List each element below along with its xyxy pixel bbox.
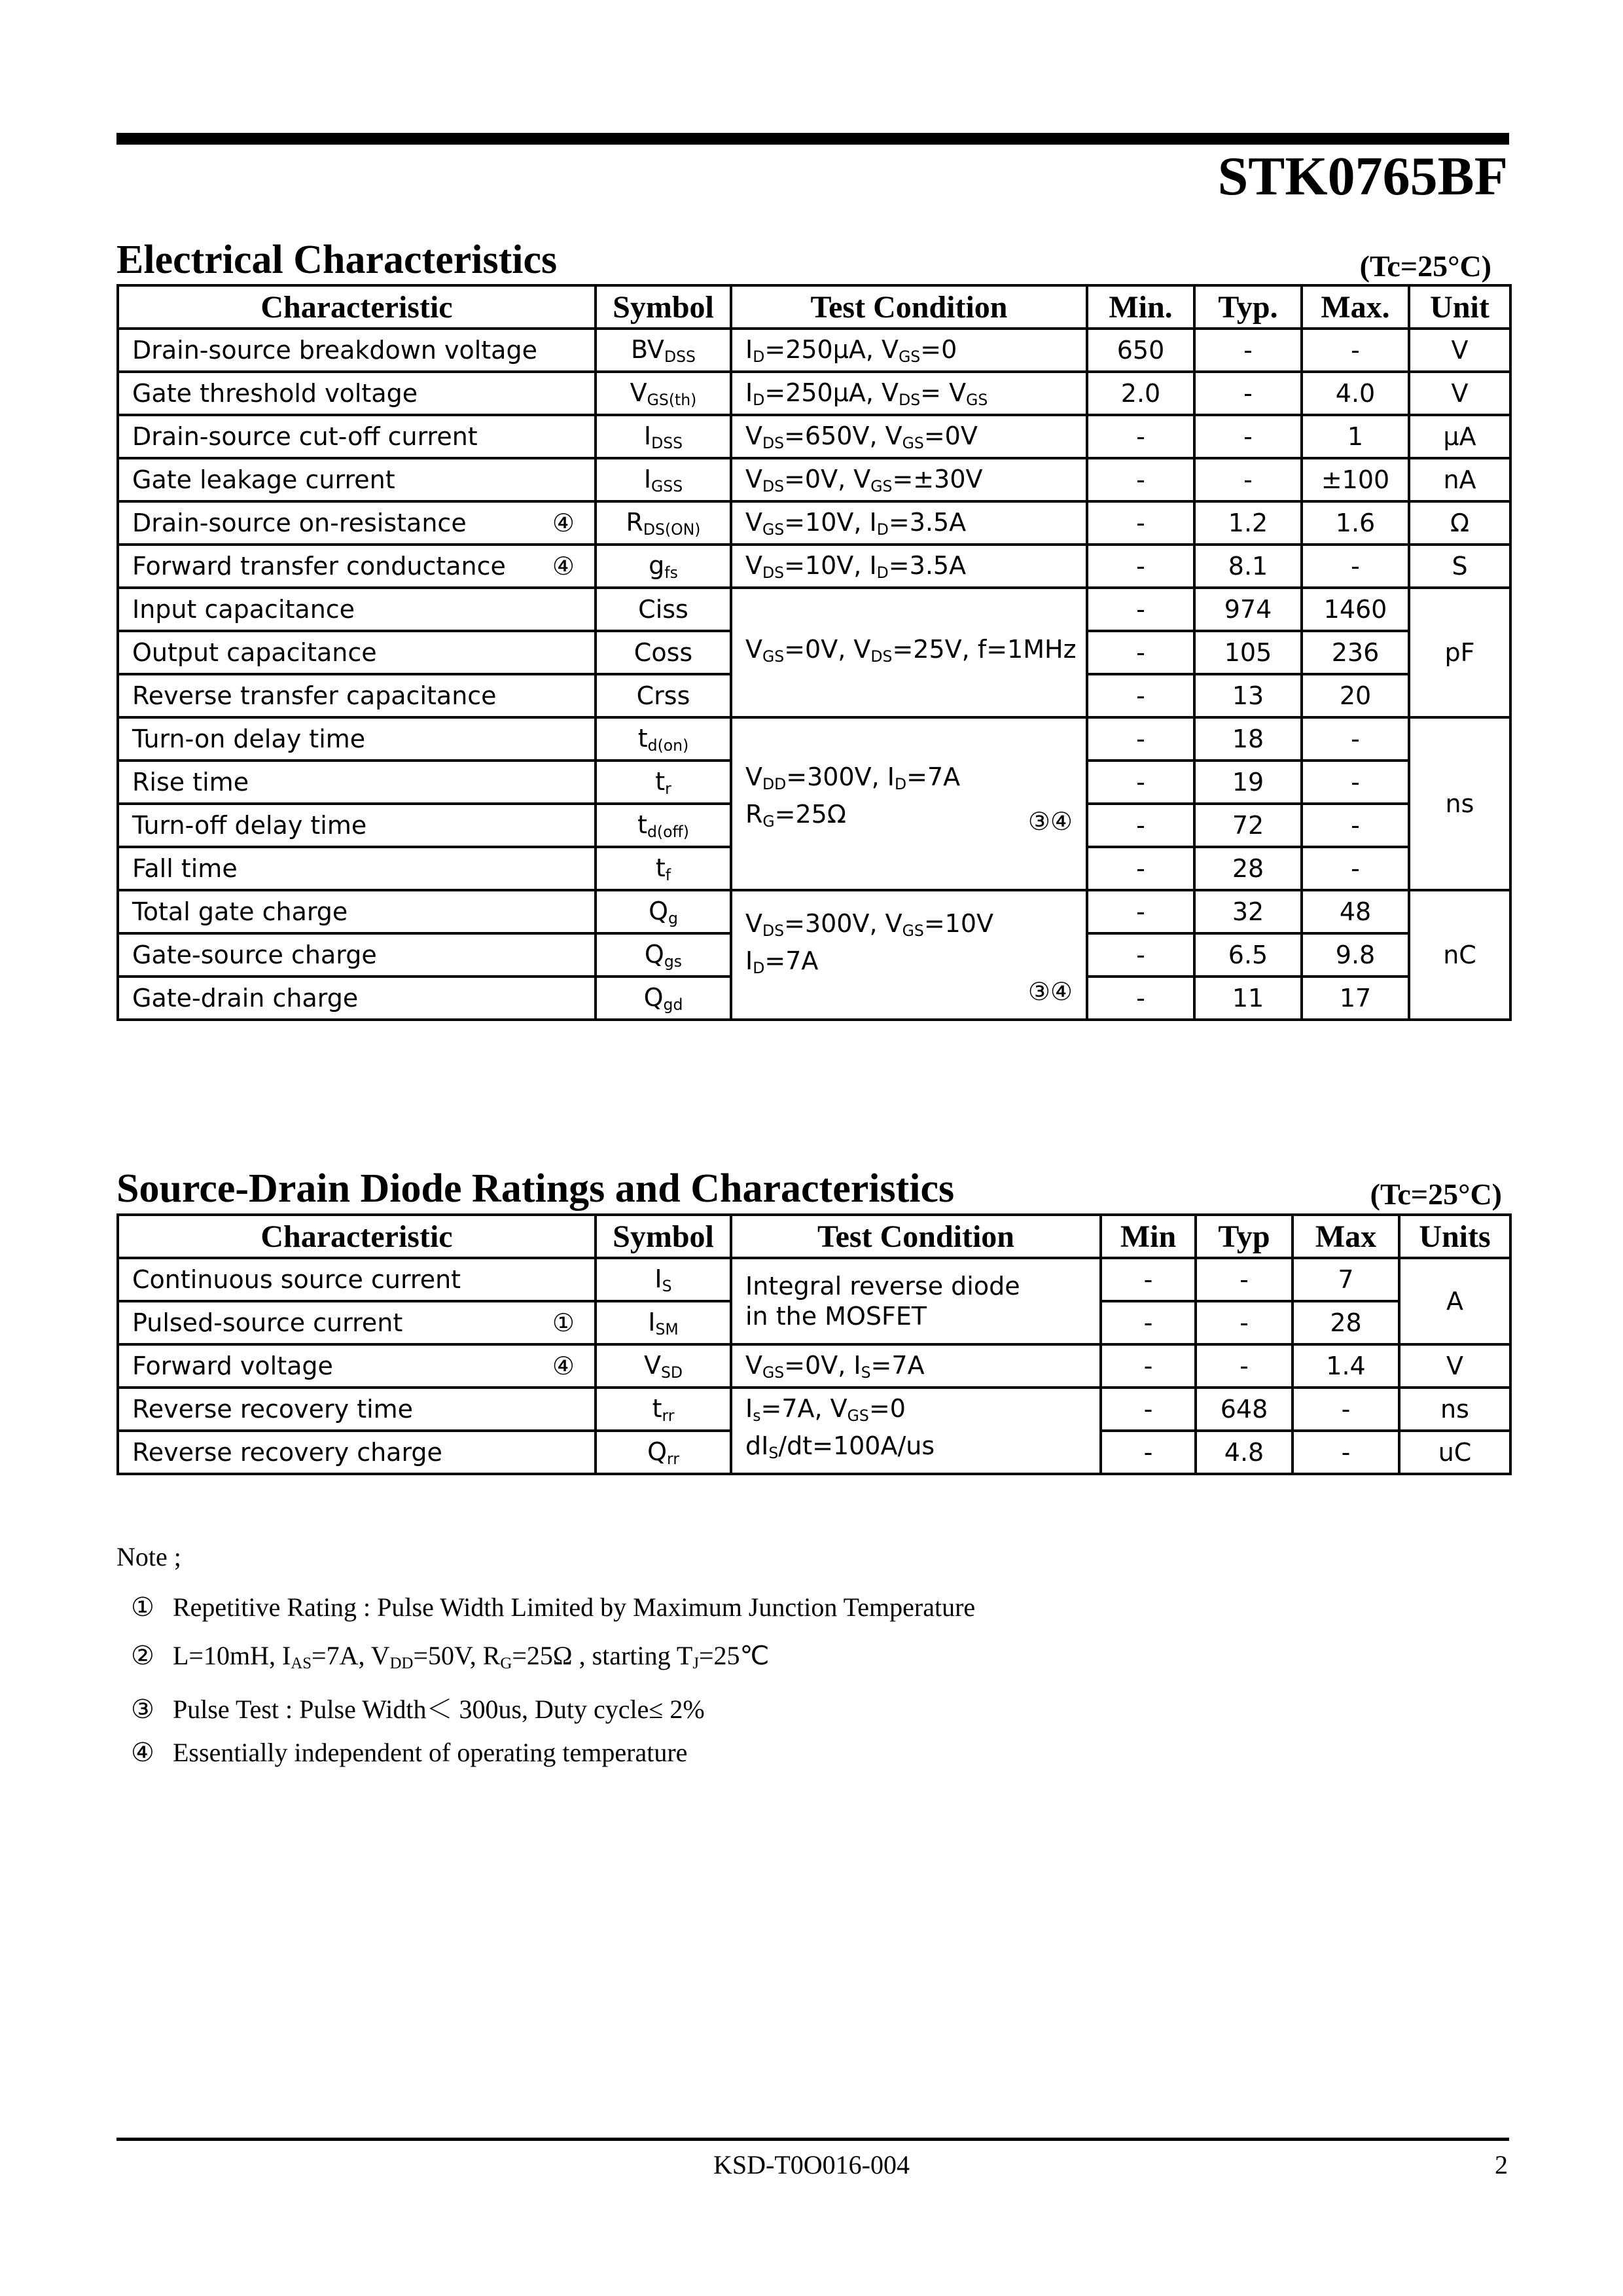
condition-cell: $V_{DS}=300V$, $V_{GS}=10V$ $I_D=7A$ ③④ bbox=[731, 890, 1087, 1020]
notes-title: Note ; bbox=[116, 1542, 181, 1571]
max-cell: 1 bbox=[1302, 415, 1409, 458]
symbol-cell: $t_{d(on)}$ bbox=[596, 717, 731, 761]
typ-cell: 6.5 bbox=[1194, 933, 1302, 977]
symbol-cell: $BV_{DSS}$ bbox=[596, 329, 731, 372]
symbol-cell: $I_{DSS}$ bbox=[596, 415, 731, 458]
max-cell: 20 bbox=[1302, 674, 1409, 717]
typ-cell: 648 bbox=[1196, 1388, 1293, 1431]
table-row bbox=[118, 545, 1510, 588]
char-cell: Gate leakage current bbox=[118, 458, 596, 501]
table-row bbox=[118, 588, 1510, 631]
min-cell: - bbox=[1087, 890, 1194, 933]
unit-cell: Ω bbox=[1409, 501, 1510, 545]
note-3: ③ Pulse Test : Pulse Width＜ 300us, Duty cycle≤ 2% bbox=[131, 1695, 705, 1724]
symbol-cell: $t_r$ bbox=[596, 761, 731, 804]
min-cell: - bbox=[1087, 545, 1194, 588]
symbol-cell: Crss bbox=[596, 674, 731, 717]
symbol-cell: $t_{d(off)}$ bbox=[596, 804, 731, 847]
min-cell: - bbox=[1087, 717, 1194, 761]
min-cell: - bbox=[1101, 1388, 1196, 1431]
min-cell: - bbox=[1087, 847, 1194, 890]
symbol-cell: $Q_{gd}$ bbox=[596, 977, 731, 1020]
typ-cell: - bbox=[1194, 415, 1302, 458]
max-cell: - bbox=[1293, 1388, 1399, 1431]
char-cell: Gate-drain charge bbox=[118, 977, 596, 1020]
char-cell: Total gate charge bbox=[118, 890, 596, 933]
symbol-cell: $V_{GS(th)}$ bbox=[596, 372, 731, 415]
typ-cell: - bbox=[1196, 1344, 1293, 1388]
condition-cell: $I_D=250\mu A$, $V_{DS}= V_{GS}$ bbox=[731, 372, 1087, 415]
symbol-cell: Coss bbox=[596, 631, 731, 674]
note-marker: ④ bbox=[552, 552, 575, 581]
min-cell: - bbox=[1087, 458, 1194, 501]
diode-temp: (Tc=25°C) bbox=[1370, 1177, 1502, 1211]
note-marker: ④ bbox=[552, 509, 575, 537]
condition-cell: $V_{GS}=0V$, $V_{DS}=25V$, f=1MHz bbox=[731, 588, 1087, 717]
min-cell: - bbox=[1101, 1258, 1196, 1301]
char-cell: Reverse transfer capacitance bbox=[118, 674, 596, 717]
unit-cell: V bbox=[1409, 372, 1510, 415]
min-cell: - bbox=[1101, 1301, 1196, 1344]
table-row bbox=[118, 458, 1510, 501]
condition-cell: $V_{GS}=0V$, $I_S=7A$ bbox=[731, 1344, 1101, 1388]
unit-cell: nA bbox=[1409, 458, 1510, 501]
min-cell: - bbox=[1087, 631, 1194, 674]
condition-cell: $I_s=7A$, $V_{GS}=0$ $dI_S/dt=100A/us$ bbox=[731, 1388, 1101, 1474]
char-cell: Input capacitance bbox=[118, 588, 596, 631]
min-cell: - bbox=[1087, 977, 1194, 1020]
max-cell: ±100 bbox=[1302, 458, 1409, 501]
char-cell: Reverse recovery charge bbox=[118, 1431, 596, 1474]
typ-cell: - bbox=[1194, 372, 1302, 415]
char-cell: Gate threshold voltage bbox=[118, 372, 596, 415]
condition-cell: $V_{GS}=10V$, $I_D=3.5A$ bbox=[731, 501, 1087, 545]
table-row bbox=[118, 890, 1510, 933]
table-row bbox=[118, 1258, 1510, 1301]
note-marker: ④ bbox=[552, 1352, 575, 1380]
typ-cell: - bbox=[1194, 329, 1302, 372]
min-cell: - bbox=[1087, 501, 1194, 545]
table-header-row bbox=[118, 1215, 1510, 1258]
header-characteristic: Characteristic bbox=[118, 1215, 596, 1258]
symbol-cell: Ciss bbox=[596, 588, 731, 631]
header-symbol: Symbol bbox=[596, 285, 731, 329]
symbol-cell: $I_S$ bbox=[596, 1258, 731, 1301]
max-cell: - bbox=[1302, 717, 1409, 761]
char-cell: Reverse recovery time bbox=[118, 1388, 596, 1431]
char-cell: Turn-off delay time bbox=[118, 804, 596, 847]
char-cell: Turn-on delay time bbox=[118, 717, 596, 761]
unit-cell: pF bbox=[1409, 588, 1510, 717]
max-cell: 9.8 bbox=[1302, 933, 1409, 977]
header-min: Min. bbox=[1087, 285, 1194, 329]
symbol-cell: $Q_{rr}$ bbox=[596, 1431, 731, 1474]
diode-title: Source-Drain Diode Ratings and Characteristics bbox=[116, 1166, 955, 1211]
char-cell: Drain-source on-resistance ④ bbox=[118, 501, 596, 545]
note-2: ② L=10mH, $I_{AS}=7A$, $V_{DD}=50V$, $R_G=25\Omega$ , starting $T_J=25℃$ bbox=[131, 1641, 770, 1673]
electrical-table bbox=[116, 284, 1512, 1021]
table-row bbox=[118, 372, 1510, 415]
max-cell: - bbox=[1302, 847, 1409, 890]
table-row bbox=[118, 717, 1510, 761]
typ-cell: - bbox=[1196, 1258, 1293, 1301]
max-cell: - bbox=[1302, 329, 1409, 372]
header-typ: Typ bbox=[1196, 1215, 1293, 1258]
table-row bbox=[118, 1388, 1510, 1431]
typ-cell: 11 bbox=[1194, 977, 1302, 1020]
max-cell: 17 bbox=[1302, 977, 1409, 1020]
char-cell: Drain-source cut-off current bbox=[118, 415, 596, 458]
header-max: Max. bbox=[1302, 285, 1409, 329]
condition-cell: $V_{DS}=650V$, $V_{GS}=0V$ bbox=[731, 415, 1087, 458]
unit-cell: A bbox=[1399, 1258, 1510, 1344]
char-cell: Forward transfer conductance ④ bbox=[118, 545, 596, 588]
unit-cell: V bbox=[1399, 1344, 1510, 1388]
typ-cell: 19 bbox=[1194, 761, 1302, 804]
header-characteristic: Characteristic bbox=[118, 285, 596, 329]
char-cell: Drain-source breakdown voltage bbox=[118, 329, 596, 372]
char-cell: Gate-source charge bbox=[118, 933, 596, 977]
min-cell: - bbox=[1087, 933, 1194, 977]
symbol-cell: $g_{fs}$ bbox=[596, 545, 731, 588]
typ-cell: 4.8 bbox=[1196, 1431, 1293, 1474]
char-cell: Continuous source current bbox=[118, 1258, 596, 1301]
header-symbol: Symbol bbox=[596, 1215, 731, 1258]
symbol-cell: $Q_{gs}$ bbox=[596, 933, 731, 977]
condition-cell: $V_{DD}=300V$, $I_D=7A$ $R_G=25\Omega$ ③④ bbox=[731, 717, 1087, 890]
max-cell: 1460 bbox=[1302, 588, 1409, 631]
electrical-title: Electrical Characteristics bbox=[116, 238, 558, 282]
condition-cell: $V_{DS}=10V$, $I_D=3.5A$ bbox=[731, 545, 1087, 588]
header-test-condition: Test Condition bbox=[731, 285, 1087, 329]
max-cell: - bbox=[1302, 761, 1409, 804]
typ-cell: - bbox=[1196, 1301, 1293, 1344]
min-cell: - bbox=[1087, 804, 1194, 847]
header-typ: Typ. bbox=[1194, 285, 1302, 329]
condition-cell: $I_D=250\mu A$, $V_{GS}=0$ bbox=[731, 329, 1087, 372]
min-cell: - bbox=[1101, 1431, 1196, 1474]
typ-cell: 105 bbox=[1194, 631, 1302, 674]
max-cell: - bbox=[1293, 1431, 1399, 1474]
part-number: STK0765BF bbox=[1217, 146, 1508, 207]
table-row bbox=[118, 1344, 1510, 1388]
table-row bbox=[118, 501, 1510, 545]
symbol-cell: $t_{rr}$ bbox=[596, 1388, 731, 1431]
max-cell: - bbox=[1302, 545, 1409, 588]
max-cell: 4.0 bbox=[1302, 372, 1409, 415]
unit-cell: V bbox=[1409, 329, 1510, 372]
symbol-cell: $R_{DS(ON)}$ bbox=[596, 501, 731, 545]
condition-cell: Integral reverse diode in the MOSFET bbox=[731, 1258, 1101, 1344]
typ-cell: 1.2 bbox=[1194, 501, 1302, 545]
max-cell: 236 bbox=[1302, 631, 1409, 674]
symbol-cell: $V_{SD}$ bbox=[596, 1344, 731, 1388]
typ-cell: 8.1 bbox=[1194, 545, 1302, 588]
unit-cell: μA bbox=[1409, 415, 1510, 458]
min-cell: - bbox=[1087, 674, 1194, 717]
header-min: Min bbox=[1101, 1215, 1196, 1258]
note-1: ① Repetitive Rating : Pulse Width Limited by Maximum Junction Temperature bbox=[131, 1592, 976, 1622]
page-number: 2 bbox=[1495, 2150, 1508, 2179]
unit-cell: ns bbox=[1399, 1388, 1510, 1431]
max-cell: 48 bbox=[1302, 890, 1409, 933]
min-cell: - bbox=[1087, 415, 1194, 458]
typ-cell: 72 bbox=[1194, 804, 1302, 847]
min-cell: - bbox=[1087, 761, 1194, 804]
char-cell: Rise time bbox=[118, 761, 596, 804]
typ-cell: - bbox=[1194, 458, 1302, 501]
typ-cell: 32 bbox=[1194, 890, 1302, 933]
typ-cell: 974 bbox=[1194, 588, 1302, 631]
electrical-temp: (Tc=25°C) bbox=[1359, 249, 1491, 283]
char-cell: Pulsed-source current ① bbox=[118, 1301, 596, 1344]
max-cell: 1.4 bbox=[1293, 1344, 1399, 1388]
max-cell: 28 bbox=[1293, 1301, 1399, 1344]
header-test-condition: Test Condition bbox=[731, 1215, 1101, 1258]
header-units: Units bbox=[1399, 1215, 1510, 1258]
unit-cell: ns bbox=[1409, 717, 1510, 890]
min-cell: 2.0 bbox=[1087, 372, 1194, 415]
note-marker: ① bbox=[552, 1308, 575, 1337]
min-cell: 650 bbox=[1087, 329, 1194, 372]
typ-cell: 13 bbox=[1194, 674, 1302, 717]
char-cell: Fall time bbox=[118, 847, 596, 890]
table-row bbox=[118, 329, 1510, 372]
header-rule bbox=[116, 133, 1509, 145]
note-marker: ③④ bbox=[1027, 807, 1073, 836]
min-cell: - bbox=[1101, 1344, 1196, 1388]
unit-cell: uC bbox=[1399, 1431, 1510, 1474]
symbol-cell: $I_{SM}$ bbox=[596, 1301, 731, 1344]
diode-table bbox=[116, 1213, 1512, 1475]
max-cell: 1.6 bbox=[1302, 501, 1409, 545]
typ-cell: 28 bbox=[1194, 847, 1302, 890]
document-code: KSD-T0O016-004 bbox=[713, 2150, 910, 2179]
symbol-cell: $I_{GSS}$ bbox=[596, 458, 731, 501]
typ-cell: 18 bbox=[1194, 717, 1302, 761]
note-4: ④ Essentially independent of operating temperature bbox=[131, 1738, 688, 1767]
note-marker: ③④ bbox=[1027, 977, 1073, 1006]
symbol-cell: $t_f$ bbox=[596, 847, 731, 890]
max-cell: 7 bbox=[1293, 1258, 1399, 1301]
min-cell: - bbox=[1087, 588, 1194, 631]
max-cell: - bbox=[1302, 804, 1409, 847]
unit-cell: S bbox=[1409, 545, 1510, 588]
char-cell: Output capacitance bbox=[118, 631, 596, 674]
header-max: Max bbox=[1293, 1215, 1399, 1258]
char-cell: Forward voltage ④ bbox=[118, 1344, 596, 1388]
table-header-row bbox=[118, 285, 1510, 329]
footer-rule bbox=[116, 2138, 1509, 2141]
condition-cell: $V_{DS}=0V$, $V_{GS}=\pm 30V$ bbox=[731, 458, 1087, 501]
header-unit: Unit bbox=[1409, 285, 1510, 329]
unit-cell: nC bbox=[1409, 890, 1510, 1020]
symbol-cell: $Q_g$ bbox=[596, 890, 731, 933]
table-row bbox=[118, 415, 1510, 458]
